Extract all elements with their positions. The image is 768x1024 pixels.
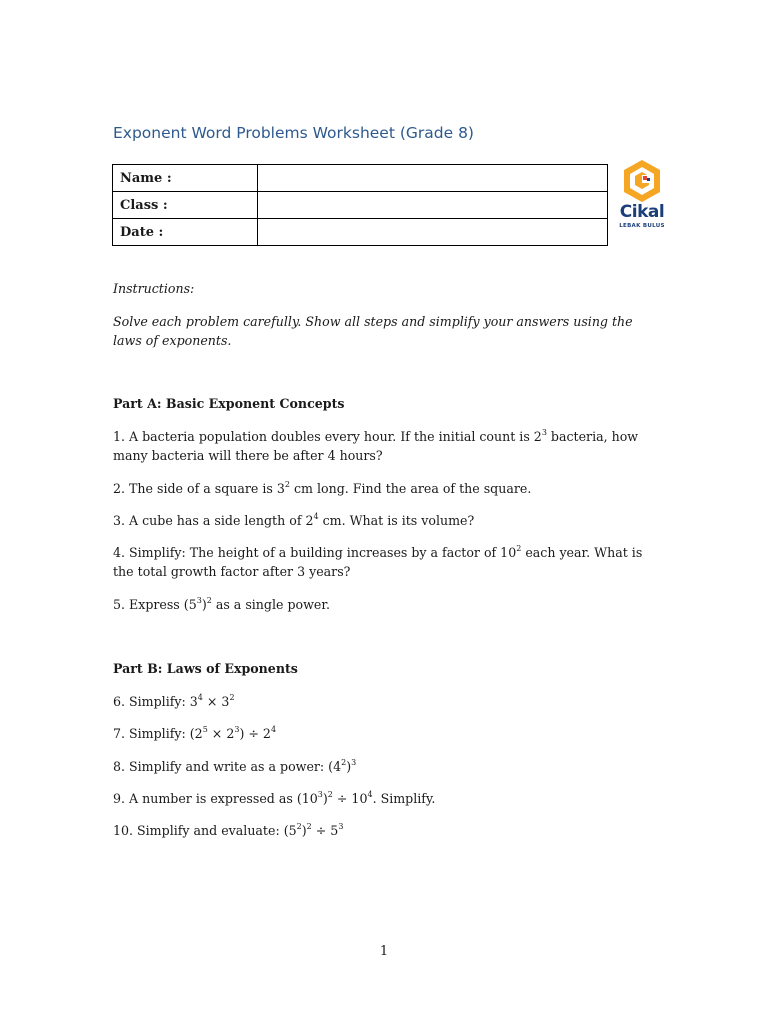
question-10: 10. Simplify and evaluate: $(5^2)^2 \div 5^3$: [113, 821, 344, 838]
instructions-heading: Instructions:: [113, 281, 195, 296]
instructions-body: Solve each problem carefully. Show all steps and simplify your answers using the laws of exponents.: [113, 314, 633, 348]
question-1: 1. A bacteria population doubles every hour. If the initial count is $2^3$ bacteria, how many bacteria will there be after 4 hours?: [113, 427, 639, 463]
question-2: 2. The side of a square is $3^2$ cm long. Find the area of the square.: [113, 479, 532, 496]
logo-wordmark: Cikal: [619, 202, 665, 222]
date-label: Date :: [113, 219, 258, 246]
question-5: 5. Express $(5^3)^2$ as a single power.: [113, 595, 330, 612]
cikal-logo: [614, 158, 670, 236]
student-info-table: [112, 164, 608, 246]
question-7: 7. Simplify: $(2^5 \times 2^3) \div 2^4$: [113, 724, 277, 741]
cikal-hexagon-icon: [614, 158, 670, 204]
question-4: 4. Simplify: The height of a building increases by a factor of $10^2$ each year. What is the total growth factor after 3 years?: [113, 543, 643, 579]
name-field[interactable]: [258, 165, 608, 192]
class-label: Class :: [113, 192, 258, 219]
name-row: [113, 165, 608, 192]
class-row: [113, 192, 608, 219]
question-3: 3. A cube has a side length of $2^4$ cm. What is its volume?: [113, 511, 475, 528]
part-b-heading: Part B: Laws of Exponents: [113, 661, 298, 676]
worksheet-title: Exponent Word Problems Worksheet (Grade 8): [113, 124, 474, 142]
date-row: [113, 219, 608, 246]
question-6: 6. Simplify: $3^4 \times 3^2$: [113, 692, 235, 709]
question-8: 8. Simplify and write as a power: $(4^2)^3$: [113, 757, 357, 774]
name-label: Name :: [113, 165, 258, 192]
date-field[interactable]: [258, 219, 608, 246]
question-9: 9. A number is expressed as $(10^3)^2 \div 10^4$. Simplify.: [113, 789, 436, 806]
logo-subtitle: LEBAK BULUS: [619, 223, 665, 229]
page-number: 1: [379, 944, 389, 959]
part-a-heading: Part A: Basic Exponent Concepts: [113, 396, 345, 411]
class-field[interactable]: [258, 192, 608, 219]
